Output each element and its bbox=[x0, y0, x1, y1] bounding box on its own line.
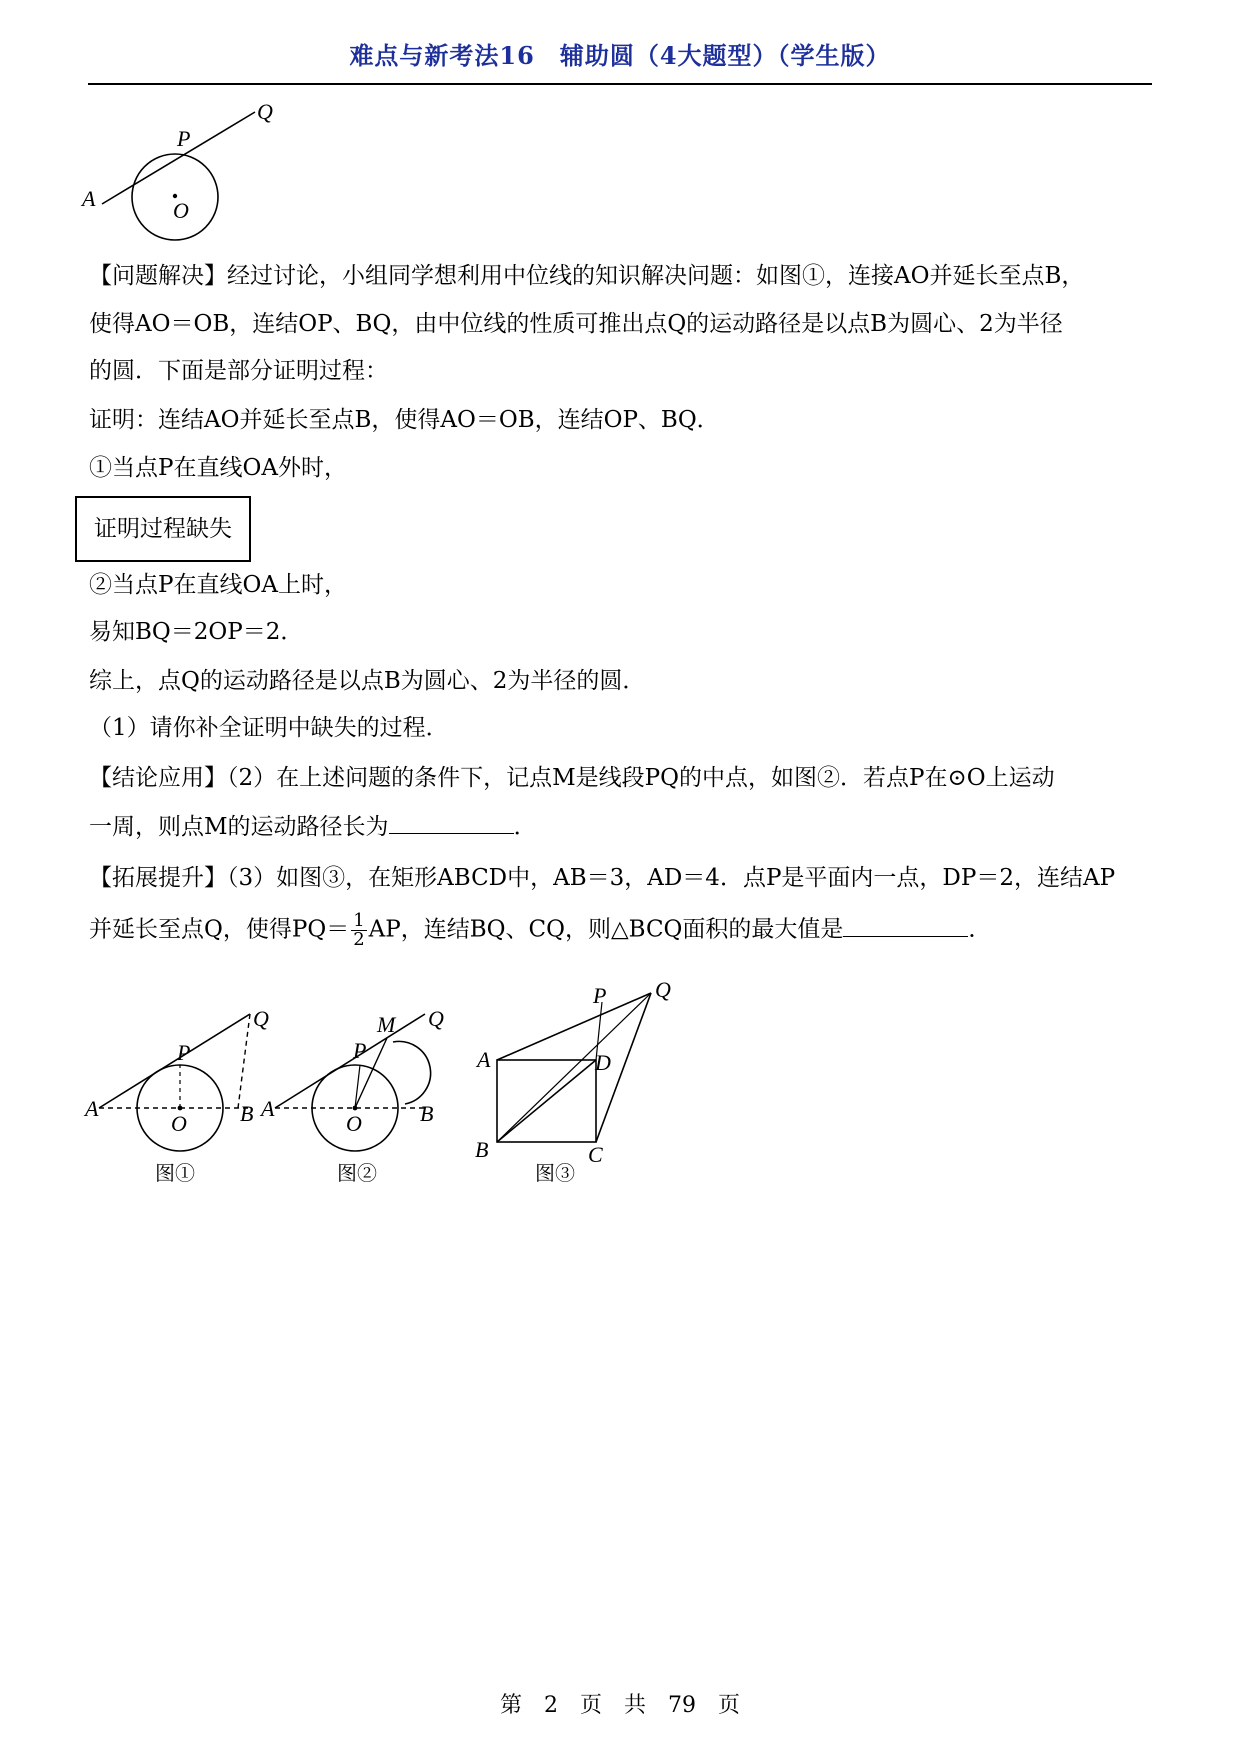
fig2-caption: 图② bbox=[337, 1161, 377, 1185]
fig3-label-P: P bbox=[593, 983, 607, 1008]
ext-line2-b: AP，连结BQ、CQ，则△BCQ面积的最大值是 bbox=[368, 916, 844, 943]
text-case1: ①当点P在直线OA外时， bbox=[89, 455, 347, 481]
apply-line2-end: ． bbox=[513, 814, 537, 840]
fig2-label-Q: Q bbox=[428, 1006, 444, 1031]
figure-1 bbox=[85, 1000, 285, 1200]
figure-top bbox=[80, 92, 310, 252]
missing-proof-box: 证明过程缺失 bbox=[75, 496, 251, 562]
figure-3 bbox=[465, 975, 695, 1200]
text-summary: 综上，点Q的运动路径是以点B为圆心、2为半径的圆． bbox=[89, 668, 646, 694]
text-extension-line1: 【拓展提升】（3）如图③，在矩形ABCD中，AB＝3，AD＝4．点P是平面内一点，DP＝2，连结AP bbox=[89, 865, 1116, 891]
text-extension-line2 bbox=[89, 912, 991, 949]
fig2-label-P: P bbox=[353, 1038, 367, 1063]
fig3-label-A: A bbox=[477, 1047, 491, 1072]
text-question1: （1）请你补全证明中缺失的过程． bbox=[89, 715, 449, 741]
fig1-label-B: B bbox=[240, 1101, 254, 1126]
fig2-label-O: O bbox=[346, 1111, 362, 1136]
text-proof-line1: 证明：连结AO并延长至点B，使得AO＝OB，连结OP、BQ． bbox=[89, 407, 720, 433]
fig1-label-P: P bbox=[177, 1040, 191, 1065]
fig3-label-D: D bbox=[595, 1050, 611, 1075]
text-case2: ②当点P在直线OA上时， bbox=[89, 572, 347, 598]
fig3-label-B: B bbox=[475, 1137, 489, 1162]
text-solve-line1: 【问题解决】经过讨论，小组同学想利用中位线的知识解决问题：如图①，连接AO并延长至点B， bbox=[89, 263, 1085, 289]
header-divider bbox=[88, 83, 1152, 85]
fig2-label-A: A bbox=[261, 1096, 275, 1121]
ext-line2-end: ． bbox=[968, 916, 992, 943]
fig3-label-Q: Q bbox=[655, 977, 671, 1002]
fig1-label-A: A bbox=[85, 1096, 99, 1121]
header-title: 难点与新考法16 辅助圆（4大题型）（学生版） bbox=[349, 41, 891, 70]
text-apply-line2 bbox=[89, 811, 537, 842]
fig3-caption: 图③ bbox=[535, 1161, 575, 1185]
fraction-denominator: 2 bbox=[353, 929, 365, 950]
text-apply-line1: 【结论应用】（2）在上述问题的条件下，记点M是线段PQ的中点，如图②．若点P在⊙O上运动 bbox=[89, 765, 1055, 791]
page-footer: 第 2 页 共 79 页 bbox=[500, 1693, 740, 1718]
text-easy: 易知BQ＝2OP＝2． bbox=[89, 619, 304, 645]
fraction-one-half bbox=[351, 912, 366, 949]
label-A: A bbox=[82, 186, 96, 211]
text-solve-line2: 使得AO＝OB，连结OP、BQ，由中位线的性质可推出点Q的运动路径是以点B为圆心、2为半径 bbox=[89, 311, 1063, 337]
apply-line2-text: 一周，则点M的运动路径长为 bbox=[89, 814, 389, 840]
fig2-label-M: M bbox=[377, 1012, 396, 1037]
label-P: P bbox=[177, 126, 191, 151]
fig1-caption: 图① bbox=[155, 1161, 195, 1185]
fig3-label-C: C bbox=[588, 1142, 603, 1167]
ext-line2-a: 并延长至点Q，使得PQ＝ bbox=[89, 916, 350, 943]
figure-2 bbox=[261, 1000, 465, 1200]
label-Q: Q bbox=[257, 99, 273, 124]
answer-blank-3[interactable] bbox=[843, 914, 968, 937]
label-O: O bbox=[173, 198, 189, 223]
fraction-numerator: 1 bbox=[353, 910, 365, 931]
text-solve-line3: 的圆．下面是部分证明过程： bbox=[89, 358, 388, 384]
answer-blank-2[interactable] bbox=[389, 811, 514, 834]
fig2-label-B: B bbox=[420, 1101, 434, 1126]
fig1-label-O: O bbox=[171, 1111, 187, 1136]
fig1-label-Q: Q bbox=[253, 1006, 269, 1031]
